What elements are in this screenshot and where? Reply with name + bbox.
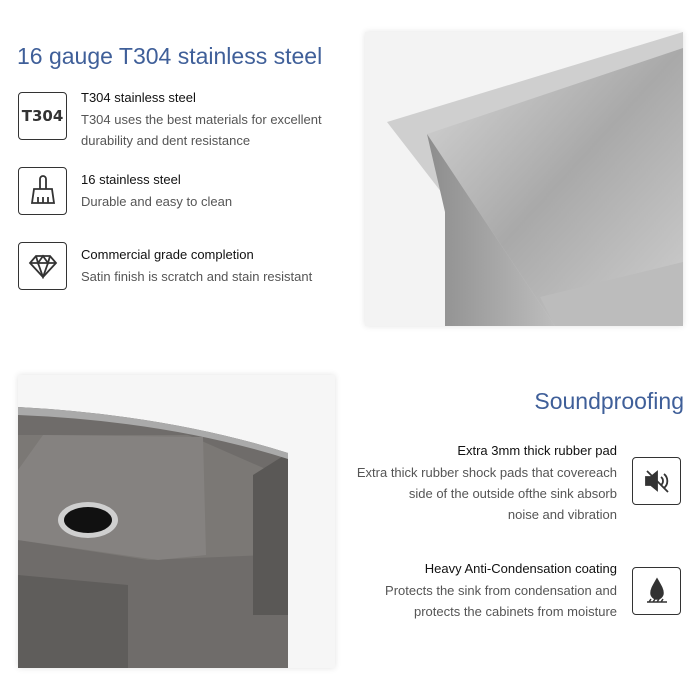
feature-16-steel: 16 stainless steel Durable and easy to clean [81, 172, 233, 209]
feature-t304: T304 stainless steel T304 uses the best materials for excellent durability and dent resistance [81, 90, 322, 148]
section-title-steel: 16 gauge T304 stainless steel [17, 43, 323, 69]
sink-corner-photo [365, 32, 683, 326]
mute-speaker-icon [632, 457, 681, 505]
water-drop-icon [632, 567, 681, 615]
diamond-icon [18, 242, 67, 290]
t304-icon: T304 [18, 92, 67, 140]
section-title-soundproofing: Soundproofing [534, 388, 684, 414]
brush-icon [18, 167, 67, 215]
feature-commercial-grade: Commercial grade completion Satin finish is scratch and stain resistant [81, 247, 313, 284]
feature-rubber-pad: Extra 3mm thick rubber pad Extra thick rubber shock pads that covereach side of the outside ofthe sink absorb noise and vibration [356, 443, 617, 522]
feature-anti-condensation: Heavy Anti-Condensation coating Protects the sink from condensation and protects the cabinets from moisture [385, 561, 617, 619]
sink-drain-photo [18, 375, 335, 668]
